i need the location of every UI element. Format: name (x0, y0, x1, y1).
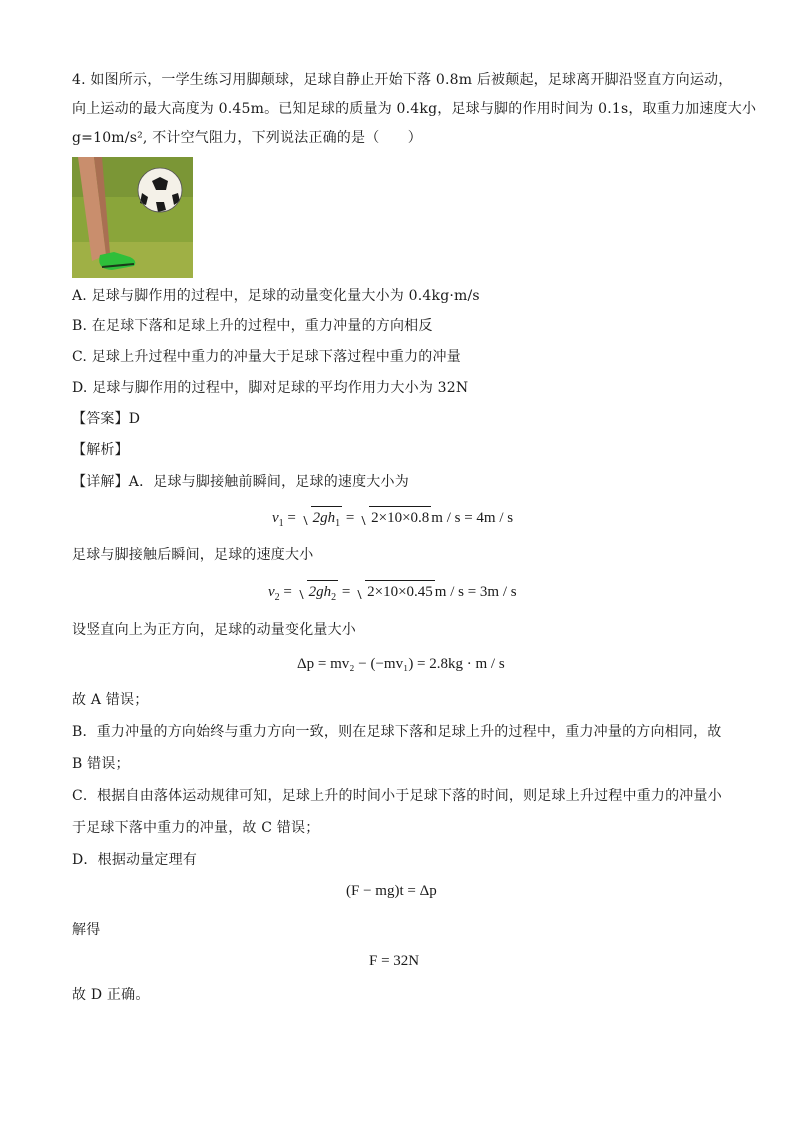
solution-part-a-line-3: 设竖直向上为正方向，足球的动量变化量大小 (72, 622, 356, 638)
formula-force-result: F = 32N (369, 953, 420, 969)
solution-part-d-line-1: D．根据动量定理有 (72, 852, 198, 868)
solution-part-a-conclusion: 故 A 错误； (72, 692, 149, 708)
solution-part-b-line-2: B 错误； (72, 756, 130, 772)
question-stem-line-3: g=10m/s², 不计空气阻力，下列说法正确的是（ ） (72, 130, 422, 146)
formula-momentum-change: Δp = mv₂ − (−mv₁) = 2.8kg · m / s (297, 656, 505, 672)
question-stem-line-2: 向上运动的最大高度为 0.45m。已知足球的质量为 0.4kg，足球与脚的作用时间为 0.1s，取重力加速度大小 (72, 101, 757, 117)
option-d: D. 足球与脚作用的过程中，脚对足球的平均作用力大小为 32N (72, 380, 469, 396)
option-c: C. 足球上升过程中重力的冲量大于足球下落过程中重力的冲量 (72, 349, 461, 365)
soccer-photo-illustration (72, 157, 193, 278)
question-stem-line-1: 4. 如图所示，一学生练习用脚颠球，足球自静止开始下落 0.8m 后被颠起，足球离开脚沿竖直方向运动， (72, 72, 733, 88)
analysis-heading: 【解析】 (72, 442, 129, 458)
solution-part-d-solve: 解得 (72, 922, 101, 938)
solution-part-c-line-1: C．根据自由落体运动规律可知，足球上升的时间小于足球下落的时间，则足球上升过程中重力的冲量小 (72, 788, 722, 804)
solution-part-b-line-1: B．重力冲量的方向始终与重力方向一致，则在足球下落和足球上升的过程中，重力冲量的方向相同，故 (72, 724, 722, 740)
solution-part-a-intro: 【详解】A．足球与脚接触前瞬间，足球的速度大小为 (72, 474, 409, 490)
solution-part-c-line-2: 于足球下落中重力的冲量，故 C 错误； (72, 820, 320, 836)
option-a: A. 足球与脚作用的过程中，足球的动量变化量大小为 0.4kg·m/s (72, 288, 480, 304)
soccer-juggling-photo (72, 157, 193, 278)
option-b: B. 在足球下落和足球上升的过程中，重力冲量的方向相反 (72, 318, 433, 334)
answer-label: 【答案】D (72, 411, 141, 427)
solution-part-d-conclusion: 故 D 正确。 (72, 987, 150, 1003)
formula-v1: $v_1 = 2gh_1 = 2\times 10\times 0.8$ m / s = 4m / s (272, 506, 513, 535)
solution-part-a-line-2: 足球与脚接触后瞬间，足球的速度大小 (72, 547, 314, 563)
formula-v2: $v_2 = 2gh_2 = 2\times 10\times 0.45$ m / s = 3m / s (268, 580, 517, 609)
formula-impulse-theorem: (F − mg)t = Δp (346, 883, 437, 899)
